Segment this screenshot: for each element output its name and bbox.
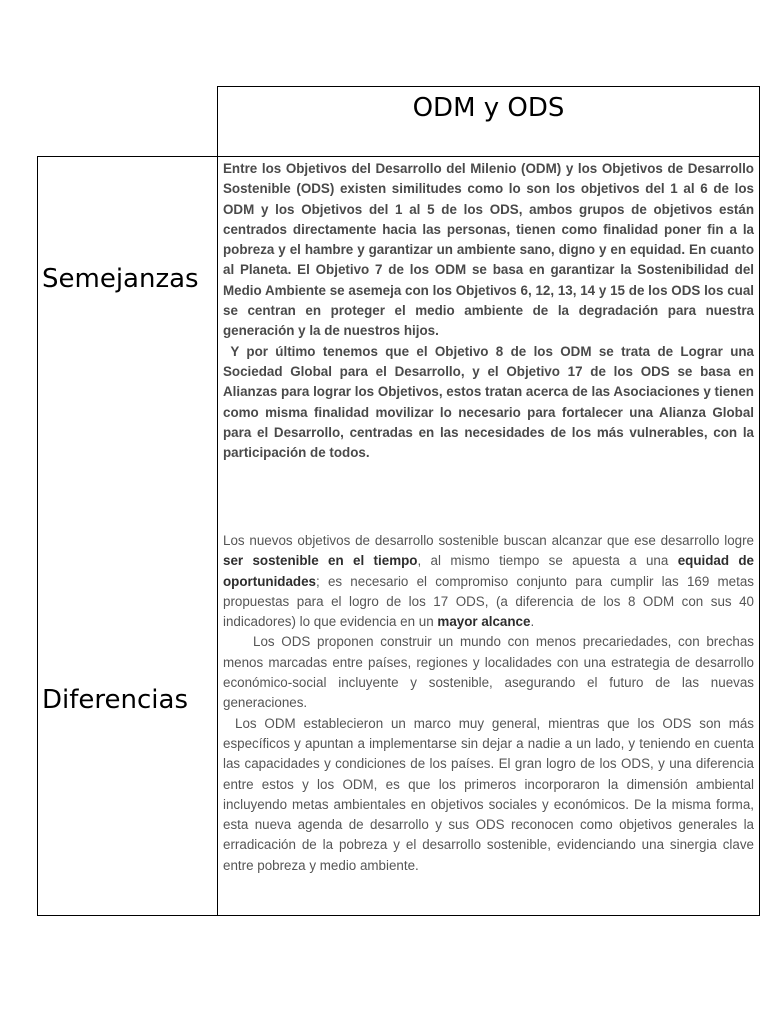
p1-bold-1: ser sostenible en el tiempo: [223, 553, 418, 569]
row-label-diferencias: Diferencias: [42, 685, 188, 715]
p1-text-1: Los nuevos objetivos de desarrollo sostenible buscan alcanzar que ese desarrollo logre: [223, 533, 754, 548]
content-cell-diferencias: [217, 529, 760, 916]
p1-text-2: , al mismo tiempo se apuesta a una: [417, 553, 678, 569]
content-cell-semejanzas: [217, 156, 760, 530]
semejanzas-paragraph-1: Entre los Objetivos del Desarrollo del Milenio (ODM) y los Objetivos de Desarrollo Sostenible (ODS) existen similitudes como lo son los objetivos del 1 al 6 de los ODM y los Objetivos del 1 al 5 de los ODS, ambos grupos de objetivos están centrados directamente hacia las personas, tienen como finalidad poner fin a la pobreza y el hambre y garantizar un ambiente sano, digno y en equidad. En cuanto al Planeta. El Objetivo 7 de los ODM se basa en garantizar la Sostenibilidad del Medio Ambiente se asemeja con los Objetivos 6, 12, 13, 14 y 15 de los ODS los cual se centran en proteger el medio ambiente de la degradación para nuestra generación y la de nuestros hijos.: [223, 161, 754, 339]
p1-text-4: .: [530, 614, 535, 630]
row-label-semejanzas: Semejanzas: [42, 264, 199, 294]
p1-text-3: ; es necesario el compromiso conjunto para cumplir las 169 metas propuestas para el logro de los 17 ODS, (a diferencia de los 8 ODM con sus 40 indicadores) lo que evidencia en un: [223, 573, 754, 630]
row-label-cell-diferencias: [37, 529, 218, 916]
diferencias-paragraph-2: Los ODS proponen construir un mundo con menos precariedades, con brechas menos marcadas entre países, regiones y localidades con una estrategia de desarrollo económico-social incluyente y sostenible, asegurando el futuro de las nuevas generaciones.: [223, 634, 754, 711]
title-cell: [217, 86, 760, 157]
diferencias-paragraph-3: Los ODM establecieron un marco muy general, mientras que los ODS son más específicos y apuntan a implementarse sin dejar a nadie a un lado, y teniendo en cuenta las capacidades y condiciones de los países. El gran logro de los ODS, y una diferencia entre estos y los ODM, es que los primeros incorporaron la dimensión ambiental incluyendo metas ambientales en objetivos sociales y económicos. De la misma forma, esta nueva agenda de desarrollo y sus ODS reconocen como objetivos generales la erradicación de la pobreza y el desarrollo sostenible, evidenciando una sinergia clave entre pobreza y medio ambiente.: [223, 715, 754, 873]
semejanzas-paragraph-2: Y por último tenemos que el Objetivo 8 de los ODM se trata de Lograr una Sociedad Global para el Desarrollo, y el Objetivo 17 de los ODS se basa en Alianzas para lograr los Objetivos, estos tratan acerca de las Asociaciones y tienen como misma finalidad movilizar lo necesario para fortalecer una Alianza Global para el Desarrollo, centradas en las necesidades de los más vulnerables, con la participación de todos.: [223, 343, 758, 461]
p1-bold-2: equidad de oportunidades: [223, 553, 755, 589]
p1-bold-3: mayor alcance: [437, 614, 531, 630]
table-title: ODM y ODS: [412, 93, 565, 123]
row-label-cell-semejanzas: [37, 156, 218, 530]
diferencias-paragraph-1: [223, 531, 754, 632]
